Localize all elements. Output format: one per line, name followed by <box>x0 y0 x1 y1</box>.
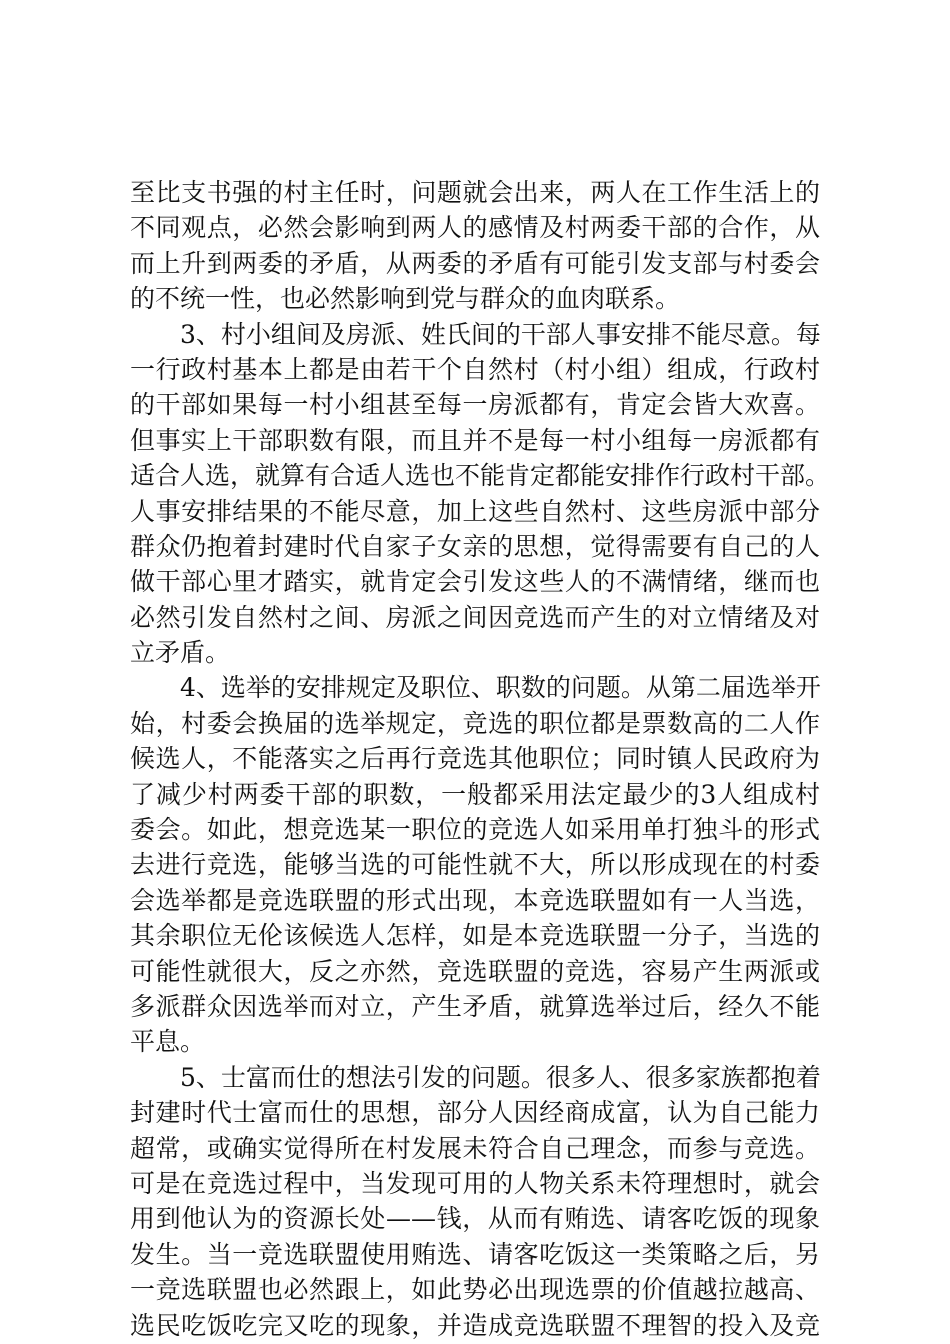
text-line: 选民吃饭吃完又吃的现象，并造成竞选联盟不理智的投入及竞 <box>130 1310 820 1340</box>
text-line: 用到他认为的资源长处——钱，从而有贿选、请客吃饭的现象 <box>130 1204 820 1234</box>
text-line: 立矛盾。 <box>130 638 231 668</box>
text-line: 至比支书强的村主任时，问题就会出来，两人在工作生活上的 <box>130 178 820 207</box>
text-line: 人事安排结果的不能尽意，加上这些自然村、这些房派中部分 <box>130 496 820 526</box>
text-line: 必然引发自然村之间、房派之间因竞选而产生的对立情绪及对 <box>130 602 820 632</box>
text-line: 但事实上干部职数有限，而且并不是每一村小组每一房派都有 <box>130 425 820 455</box>
text-line: 适合人选，就算有合适人选也不能肯定都能安排作行政村干部。 <box>130 461 831 491</box>
text-line: 去进行竞选，能够当选的可能性就不大，所以形成现在的村委 <box>130 850 820 880</box>
text-line: 发生。当一竞选联盟使用贿选、请客吃饭这一类策略之后，另 <box>130 1239 820 1269</box>
document-body <box>130 175 831 1343</box>
text-line: 会选举都是竞选联盟的形式出现，本竞选联盟如有一人当选， <box>130 885 820 915</box>
text-line: 委会。如此，想竞选某一职位的竞选人如采用单打独斗的形式 <box>130 815 820 845</box>
text-line: 而上升到两委的矛盾，从两委的矛盾有可能引发支部与村委会 <box>130 248 820 278</box>
text-line: 4、选举的安排规定及职位、职数的问题。从第二届选举开 <box>180 673 821 703</box>
text-line: 一竞选联盟也必然跟上，如此势必出现选票的价值越拉越高、 <box>130 1275 820 1305</box>
text-line: 一行政村基本上都是由若干个自然村（村小组）组成，行政村 <box>130 354 820 384</box>
paragraph <box>130 1060 820 1343</box>
text-line: 不同观点，必然会影响到两人的感情及村两委干部的合作，从 <box>130 213 820 243</box>
paragraph <box>130 670 820 1059</box>
text-line: 候选人，不能落实之后再行竞选其他职位；同时镇人民政府为 <box>130 744 820 774</box>
text-line: 5、士富而仕的想法引发的问题。很多人、很多家族都抱着 <box>180 1062 821 1092</box>
text-line: 超常，或确实觉得所在村发展未符合自己理念，而参与竞选。 <box>130 1133 820 1163</box>
text-line: 始，村委会换届的选举规定，竞选的职位都是票数高的二人作 <box>130 708 820 738</box>
text-line: 可能性就很大，反之亦然，竞选联盟的竞选，容易产生两派或 <box>130 956 820 986</box>
text-line: 的干部如果每一村小组甚至每一房派都有，肯定会皆大欢喜。 <box>130 390 820 420</box>
text-line: 群众仍抱着封建时代自家子女亲的思想，觉得需要有自己的人 <box>130 531 820 561</box>
text-line: 封建时代士富而仕的思想，部分人因经商成富，认为自己能力 <box>130 1098 820 1128</box>
text-line: 平息。 <box>130 1027 206 1057</box>
text-line: 3、村小组间及房派、姓氏间的干部人事安排不能尽意。每 <box>180 319 821 349</box>
text-line: 其余职位无伦该候选人怎样，如是本竞选联盟一分子，当选的 <box>130 921 820 951</box>
text-line: 做干部心里才踏实，就肯定会引发这些人的不满情绪，继而也 <box>130 567 820 597</box>
paragraph <box>130 317 831 671</box>
paragraph <box>130 175 820 317</box>
text-line: 的不统一性，也必然影响到党与群众的血肉联系。 <box>130 284 681 314</box>
text-line: 可是在竞选过程中，当发现可用的人物关系未符理想时，就会 <box>130 1168 820 1198</box>
text-line: 了减少村两委干部的职数，一般都采用法定最少的3人组成村 <box>130 779 820 809</box>
text-line: 多派群众因选举而对立，产生矛盾，就算选举过后，经久不能 <box>130 991 820 1021</box>
